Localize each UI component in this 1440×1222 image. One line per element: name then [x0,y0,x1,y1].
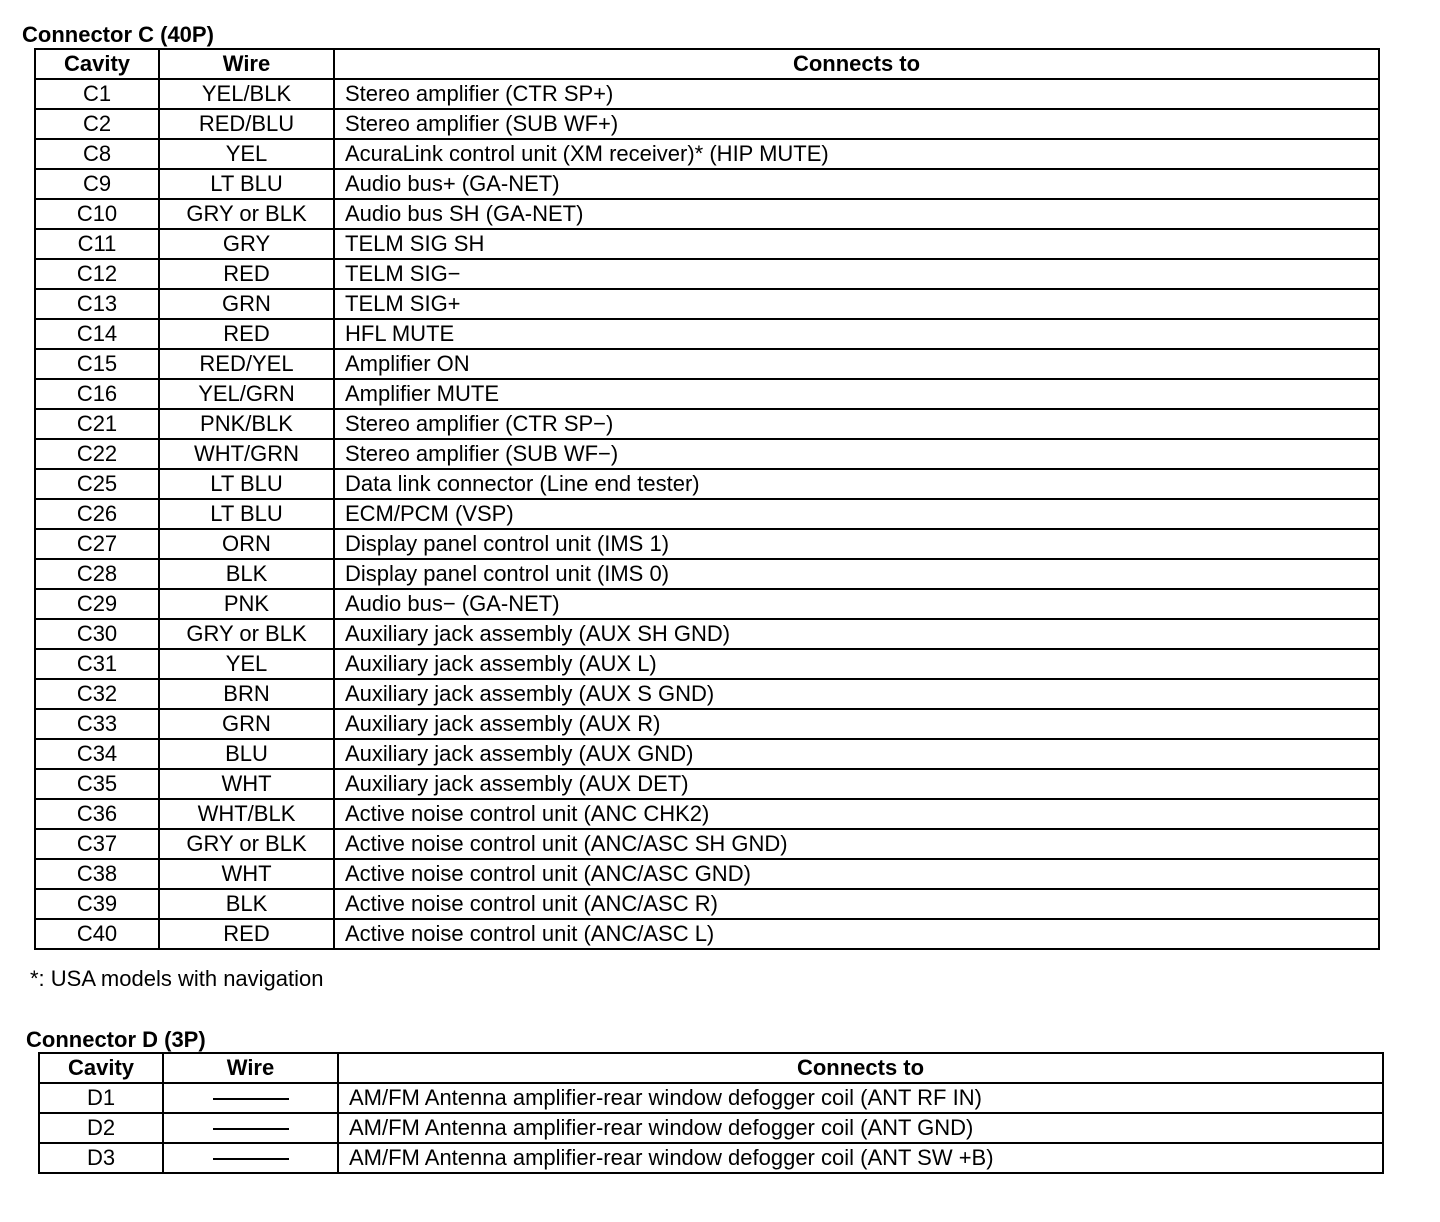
cavity-cell: C29 [35,589,159,619]
table-row [39,1083,1383,1113]
wire-cell: BRN [159,679,334,709]
connects-to-cell: AM/FM Antenna amplifier-rear window defogger coil (ANT GND) [338,1113,1383,1143]
wire-cell: WHT/GRN [159,439,334,469]
table-row [35,469,1379,499]
table-row [35,319,1379,349]
wire-cell: RED [159,919,334,949]
table-row [35,229,1379,259]
connects-to-cell: Stereo amplifier (SUB WF+) [334,109,1379,139]
table-row [35,439,1379,469]
wire-cell: RED [159,259,334,289]
connects-to-cell: TELM SIG SH [334,229,1379,259]
wire-cell-empty [163,1113,338,1143]
connects-to-cell: Active noise control unit (ANC/ASC L) [334,919,1379,949]
connects-to-cell: AM/FM Antenna amplifier-rear window defogger coil (ANT SW +B) [338,1143,1383,1173]
table-row [35,79,1379,109]
connector-d-title: Connector D (3P) [26,1027,206,1052]
table-row [39,1113,1383,1143]
wire-cell: RED/YEL [159,349,334,379]
table-row [35,349,1379,379]
connects-to-cell: Display panel control unit (IMS 0) [334,559,1379,589]
cavity-cell: C32 [35,679,159,709]
wire-cell: GRY [159,229,334,259]
connects-to-cell: Active noise control unit (ANC CHK2) [334,799,1379,829]
connects-to-cell: TELM SIG+ [334,289,1379,319]
table-row [35,529,1379,559]
cavity-cell: C11 [35,229,159,259]
cavity-cell: D2 [39,1113,163,1143]
table-row [35,199,1379,229]
cavity-cell: C30 [35,619,159,649]
footnote: *: USA models with navigation [30,966,324,991]
cavity-cell: C16 [35,379,159,409]
connector-c-table [34,48,1380,950]
connects-to-cell: Auxiliary jack assembly (AUX S GND) [334,679,1379,709]
cavity-cell: C21 [35,409,159,439]
wire-cell: PNK [159,589,334,619]
wire-cell: ORN [159,529,334,559]
wire-cell: YEL [159,139,334,169]
cavity-cell: C12 [35,259,159,289]
connects-to-cell: Active noise control unit (ANC/ASC SH GND) [334,829,1379,859]
cavity-cell: C14 [35,319,159,349]
no-wire-dash [213,1128,289,1130]
table-row [35,559,1379,589]
cavity-cell: C22 [35,439,159,469]
wire-header: Wire [163,1053,338,1083]
table-row [35,499,1379,529]
wire-cell: BLK [159,559,334,589]
wire-cell: GRY or BLK [159,829,334,859]
wire-cell: WHT/BLK [159,799,334,829]
connector-c-title: Connector C (40P) [22,22,214,47]
cavity-cell: D3 [39,1143,163,1173]
wire-cell-empty [163,1083,338,1113]
cavity-cell: D1 [39,1083,163,1113]
table-row [35,919,1379,949]
wire-cell: LT BLU [159,469,334,499]
connects-to-cell: Amplifier ON [334,349,1379,379]
connects-to-cell: Auxiliary jack assembly (AUX DET) [334,769,1379,799]
wire-cell-empty [163,1143,338,1173]
table-row [35,289,1379,319]
connects-to-cell: Stereo amplifier (CTR SP−) [334,409,1379,439]
cavity-cell: C33 [35,709,159,739]
table-row [35,739,1379,769]
connects-to-cell: Active noise control unit (ANC/ASC GND) [334,859,1379,889]
connector-d-header-row [39,1053,1383,1083]
wire-cell: LT BLU [159,169,334,199]
wire-cell: WHT [159,859,334,889]
connects-to-cell: Display panel control unit (IMS 1) [334,529,1379,559]
connects-to-cell: Audio bus SH (GA-NET) [334,199,1379,229]
cavity-cell: C2 [35,109,159,139]
table-row [35,379,1379,409]
connects-to-cell: Stereo amplifier (SUB WF−) [334,439,1379,469]
table-row [35,169,1379,199]
table-row [35,259,1379,289]
table-row [35,829,1379,859]
cavity-cell: C8 [35,139,159,169]
connects-to-cell: Amplifier MUTE [334,379,1379,409]
wire-cell: WHT [159,769,334,799]
cavity-cell: C15 [35,349,159,379]
table-row [35,649,1379,679]
table-row [35,859,1379,889]
cavity-cell: C39 [35,889,159,919]
cavity-cell: C9 [35,169,159,199]
connects-to-cell: Auxiliary jack assembly (AUX GND) [334,739,1379,769]
table-row [35,109,1379,139]
wire-cell: GRN [159,709,334,739]
table-row [35,889,1379,919]
wire-cell: GRN [159,289,334,319]
table-row [35,589,1379,619]
wire-cell: YEL/BLK [159,79,334,109]
wire-cell: GRY or BLK [159,619,334,649]
wire-cell: RED [159,319,334,349]
connects-to-cell: TELM SIG− [334,259,1379,289]
cavity-cell: C38 [35,859,159,889]
connects-to-cell: Audio bus− (GA-NET) [334,589,1379,619]
table-row [35,679,1379,709]
cavity-cell: C27 [35,529,159,559]
connects-to-cell: ECM/PCM (VSP) [334,499,1379,529]
table-row [35,799,1379,829]
cavity-cell: C36 [35,799,159,829]
connector-d-table [38,1052,1384,1174]
wire-cell: RED/BLU [159,109,334,139]
wire-cell: GRY or BLK [159,199,334,229]
cavity-cell: C40 [35,919,159,949]
connects-to-cell: Active noise control unit (ANC/ASC R) [334,889,1379,919]
wire-cell: YEL [159,649,334,679]
cavity-cell: C31 [35,649,159,679]
wire-cell: BLU [159,739,334,769]
cavity-cell: C26 [35,499,159,529]
connects-to-header: Connects to [334,49,1379,79]
cavity-cell: C28 [35,559,159,589]
wire-header: Wire [159,49,334,79]
connects-to-cell: AM/FM Antenna amplifier-rear window defogger coil (ANT RF IN) [338,1083,1383,1113]
cavity-cell: C13 [35,289,159,319]
wire-cell: BLK [159,889,334,919]
cavity-cell: C37 [35,829,159,859]
wire-cell: YEL/GRN [159,379,334,409]
connects-to-cell: HFL MUTE [334,319,1379,349]
connector-c-header-row [35,49,1379,79]
cavity-cell: C25 [35,469,159,499]
connects-to-cell: Stereo amplifier (CTR SP+) [334,79,1379,109]
connects-to-cell: Auxiliary jack assembly (AUX L) [334,649,1379,679]
no-wire-dash [213,1158,289,1160]
connects-to-cell: Data link connector (Line end tester) [334,469,1379,499]
cavity-cell: C10 [35,199,159,229]
table-row [35,409,1379,439]
table-row [35,709,1379,739]
cavity-cell: C35 [35,769,159,799]
connects-to-header: Connects to [338,1053,1383,1083]
cavity-header: Cavity [39,1053,163,1083]
cavity-header: Cavity [35,49,159,79]
wire-cell: PNK/BLK [159,409,334,439]
connects-to-cell: AcuraLink control unit (XM receiver)* (HIP MUTE) [334,139,1379,169]
cavity-cell: C1 [35,79,159,109]
wire-cell: LT BLU [159,499,334,529]
no-wire-dash [213,1098,289,1100]
connects-to-cell: Auxiliary jack assembly (AUX SH GND) [334,619,1379,649]
connects-to-cell: Auxiliary jack assembly (AUX R) [334,709,1379,739]
table-row [35,619,1379,649]
connects-to-cell: Audio bus+ (GA-NET) [334,169,1379,199]
cavity-cell: C34 [35,739,159,769]
table-row [39,1143,1383,1173]
table-row [35,769,1379,799]
table-row [35,139,1379,169]
